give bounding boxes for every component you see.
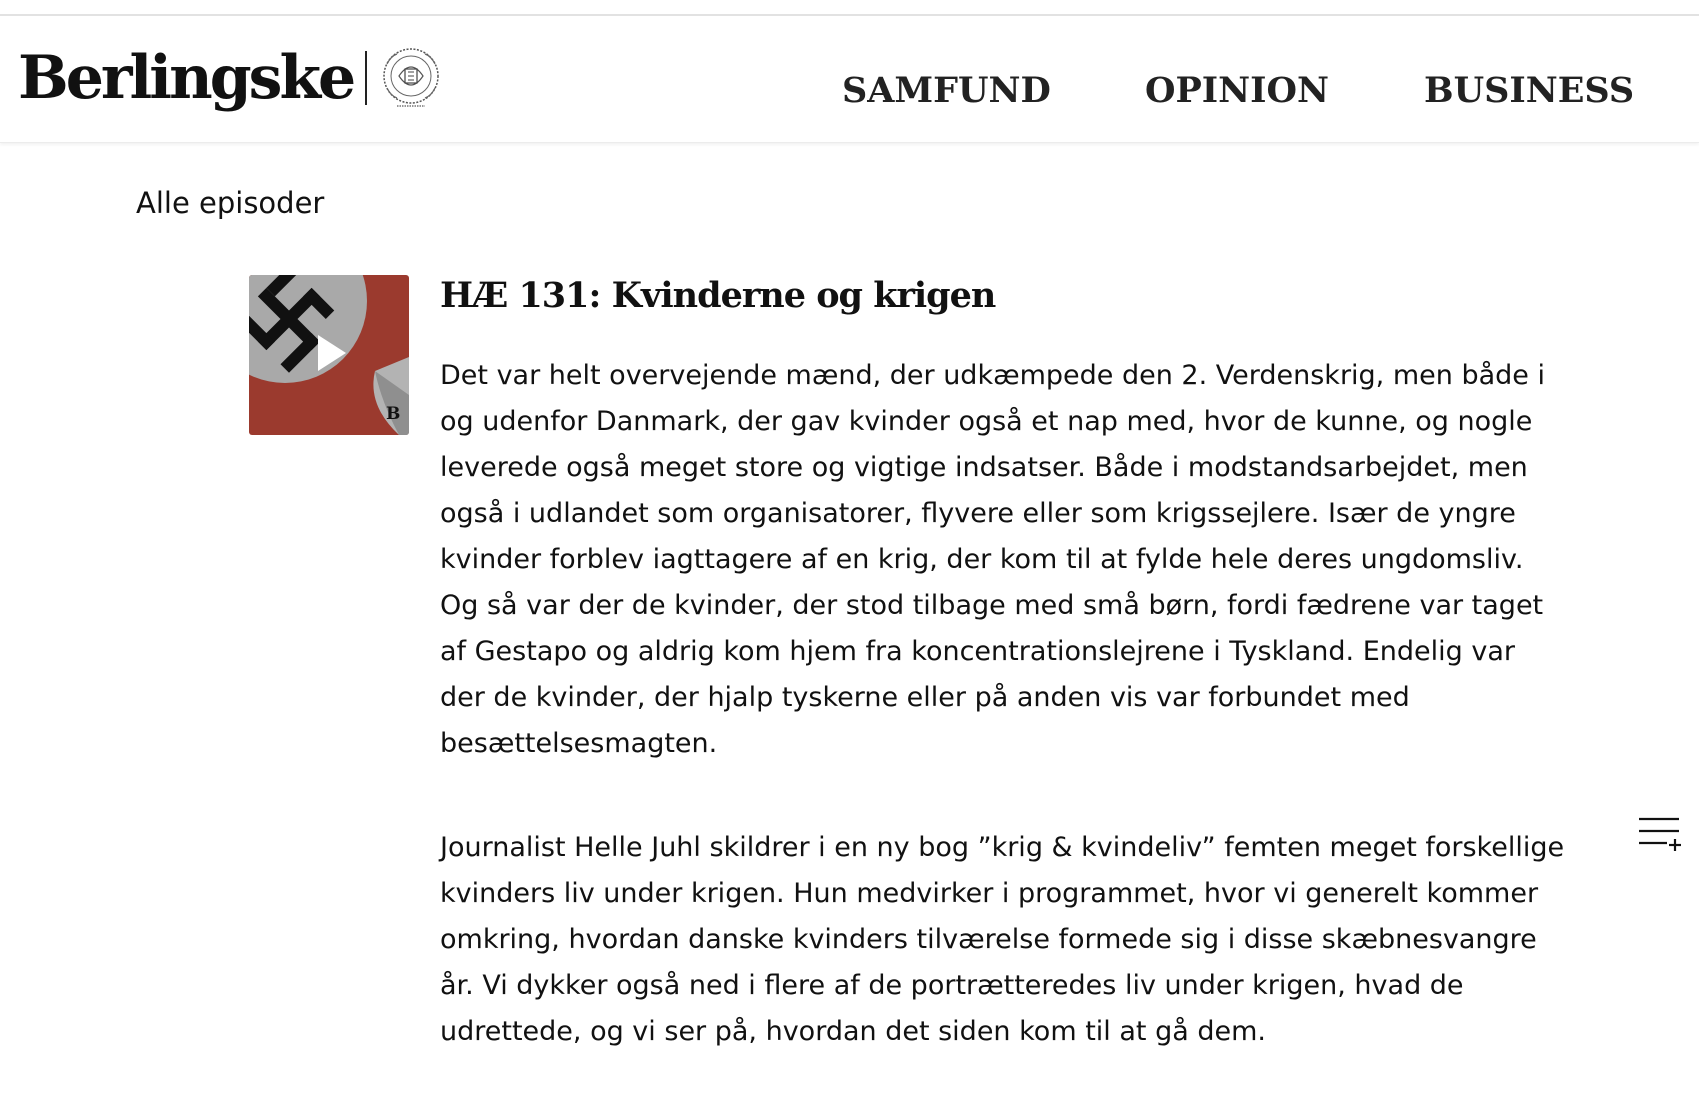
add-to-playlist-icon (1637, 815, 1683, 855)
site-header (0, 16, 1699, 143)
nav-business[interactable]: BUSINESS (1424, 70, 1635, 111)
description-paragraph-1: Det var helt overvejende mænd, der udkæmpede den 2. Verdenskrig, men både i og udenfor Danmark, der gav kvinder også et nap med, hvor de kunne, og nogle leverede også meget store og vigtige indsatser. Både i modstandsarbejdet, men også i udlandet som organisatorer, flyvere eller som krigssejlere. Især de yngre kvinder forblev iagttagere af en krig, der kom til at fylde hele deres ungdomsliv. Og så var der de kvinder, der stod tilbage med små børn, fordi fædrene var taget af Gestapo og aldrig kom hjem fra koncentrationslejrene i Tyskland. Endelig var der de kvinder, der hjalp tyskerne eller på anden vis var forbundet med besættelsesmagten. (440, 360, 1545, 759)
thumbnail-badge: B (386, 404, 401, 424)
logo-divider (365, 51, 367, 105)
all-episodes-link[interactable]: Alle episoder (136, 186, 325, 220)
episode-description (440, 353, 1565, 1110)
episode-thumbnail[interactable] (249, 275, 409, 435)
nav-opinion[interactable]: OPINION (1145, 70, 1330, 111)
add-to-playlist-button[interactable] (1637, 815, 1683, 855)
newspaper-seal-icon (375, 42, 447, 114)
episode-title: HÆ 131: Kvinderne og krigen (440, 275, 996, 316)
nav-samfund[interactable]: SAMFUND (842, 70, 1051, 111)
episode-artwork (249, 275, 409, 435)
description-paragraph-2: Journalist Helle Juhl skildrer i en ny bog ”krig & kvindeliv” femten meget forskellige kvinders liv under krigen. Hun medvirker i programmet, hvor vi generelt kommer omkring, hvordan danske kvinders tilværelse formede sig i disse skæbnesvangre år. Vi dykker også ned i flere af de portrætteredes liv under krigen, hvad de udrettede, og vi ser på, hvordan det siden kom til at gå dem. (440, 832, 1565, 1047)
logo-text: Berlingske (18, 43, 354, 113)
logo[interactable] (18, 38, 447, 118)
